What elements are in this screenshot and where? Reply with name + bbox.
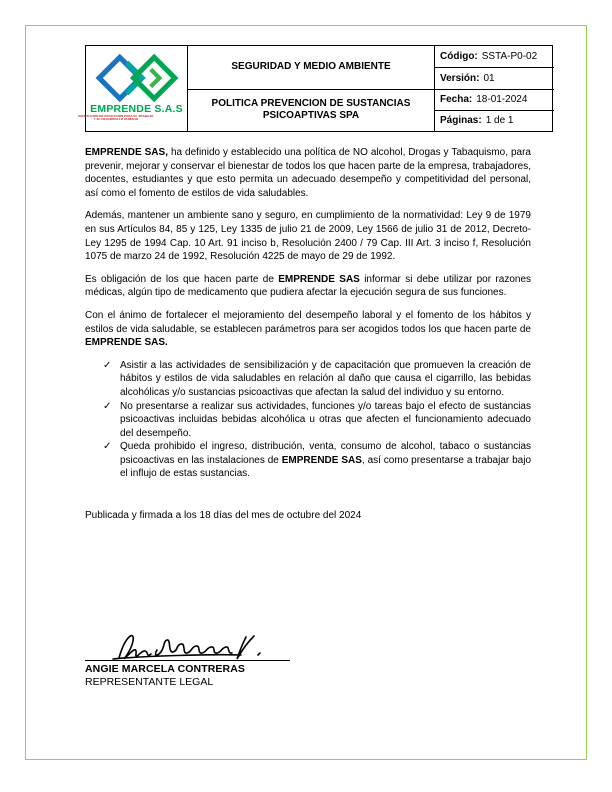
meta-fecha	[434, 89, 554, 110]
list-item: ✓ Queda prohibido el ingreso, distribución, venta, consumo de alcohol, tabaco o sustancias psicoactivas en las instalaciones de EMPRENDE SAS, así como presentarse a trabajar bajo el influjo de estas sustancias.	[103, 441, 532, 480]
signer-title: REPRESENTANTE LEGAL	[85, 676, 214, 688]
meta-version	[434, 67, 554, 88]
paragraph-normativity: Además, mantener un ambiente sano y seguro, en cumplimiento de la normatividad: Ley 9 de 1979 en sus Artículos 84, 85 y 125, Ley 1335 de julio 21 de 2009, Ley 1566 de julio 31 de 2012, Decreto-Ley 1295 de 1994 Cap. 10 Art. 91 inciso b, Resolución 2400 / 79 Cap. III Art. 3 inciso f, Resolución 1075 de marzo 24 de 1992, Resolución 4225 de mayo de 29 de 1992.	[85, 210, 531, 263]
list-item: ✓ No presentarse a realizar sus actividades, funciones y/o tareas bajo el efecto de sustancias psicoactivas incluidas bebidas alcohólica u otras que afecten el funcionamiento adecuado del desempeño.	[103, 400, 531, 439]
paragraph-policy-statement: EMPRENDE SAS, ha definido y establecido una política de NO alcohol, Drogas y Tabaquismo, para prevenir, mejorar y conservar el bienestar de todos los que hacen parte de la empresa, trabajadores, docentes, estudiantes y que esto permita un adecuado desempeño y competitividad del personal, así como el fomento de estilos de vida saludables.	[85, 147, 531, 199]
meta-codigo-value: SSTA-P0-02	[481, 51, 538, 63]
meta-codigo	[434, 46, 554, 67]
meta-paginas	[434, 110, 554, 131]
checkmark-icon: ✓	[103, 359, 112, 371]
list-item: ✓ Asistir a las actividades de sensibilización y de capacitación que promueven la creación de hábitos y estilos de vida saludables en relación al daño que causa el cigarrillo, las bebidas alcohólicas y/o sustancias psicoactivas que afectan la salud del individuo y su entorno.	[103, 359, 531, 398]
publication-statement: Publicada y firmada a los 18 días del mes de octubre del 2024	[85, 510, 362, 522]
signer-name: ANGIE MARCELA CONTRERAS	[85, 663, 245, 675]
checkmark-icon: ✓	[103, 400, 112, 412]
meta-version-value: 01	[483, 72, 495, 84]
header-title-top-cell	[187, 46, 434, 89]
paragraph-obligation: Es obligación de los que hacen parte de EMPRENDE SAS informar si debe utilizar por razones médicas, algún tipo de medicamento que pudiera afectar la ejecución segura de sus funciones.	[85, 273, 532, 299]
logo-cell	[78, 46, 187, 131]
company-logo-icon	[94, 53, 180, 103]
signature-block	[85, 628, 345, 688]
meta-fecha-value: 18-01-2024	[476, 94, 528, 106]
document-title: POLITICA PREVENCION DE SUSTANCIAS PSICOAPTIVAS SPA	[211, 97, 411, 122]
company-tagline: INSTITUCIÓN DE EDUCACIÓN PARA EL TRABAJO Y EL DESARROLLO HUMANO	[78, 114, 154, 121]
company-name: EMPRENDE S.A.S	[90, 102, 183, 115]
checkmark-icon: ✓	[103, 441, 112, 453]
bullet-list	[85, 359, 531, 481]
signature-line	[85, 660, 290, 661]
document-section-title: SEGURIDAD Y MEDIO AMBIENTE	[231, 61, 391, 72]
meta-paginas-value: 1 de 1	[485, 115, 514, 127]
header-title-bottom-cell	[187, 89, 434, 132]
meta-fecha-label: Fecha:	[440, 94, 473, 106]
meta-paginas-label: Páginas:	[440, 115, 482, 127]
paragraph-parameters: Con el ánimo de fortalecer el mejoramiento del desempeño laboral y el fomento de los hábitos y estilos de vida saludable, se establecen parámetros para ser acogidos todos los que hacen parte de EMPRENDE SAS.	[85, 309, 531, 349]
meta-version-label: Versión:	[440, 72, 480, 84]
meta-codigo-label: Código:	[440, 51, 478, 63]
document-body	[85, 146, 531, 532]
document-header-table	[78, 45, 553, 132]
